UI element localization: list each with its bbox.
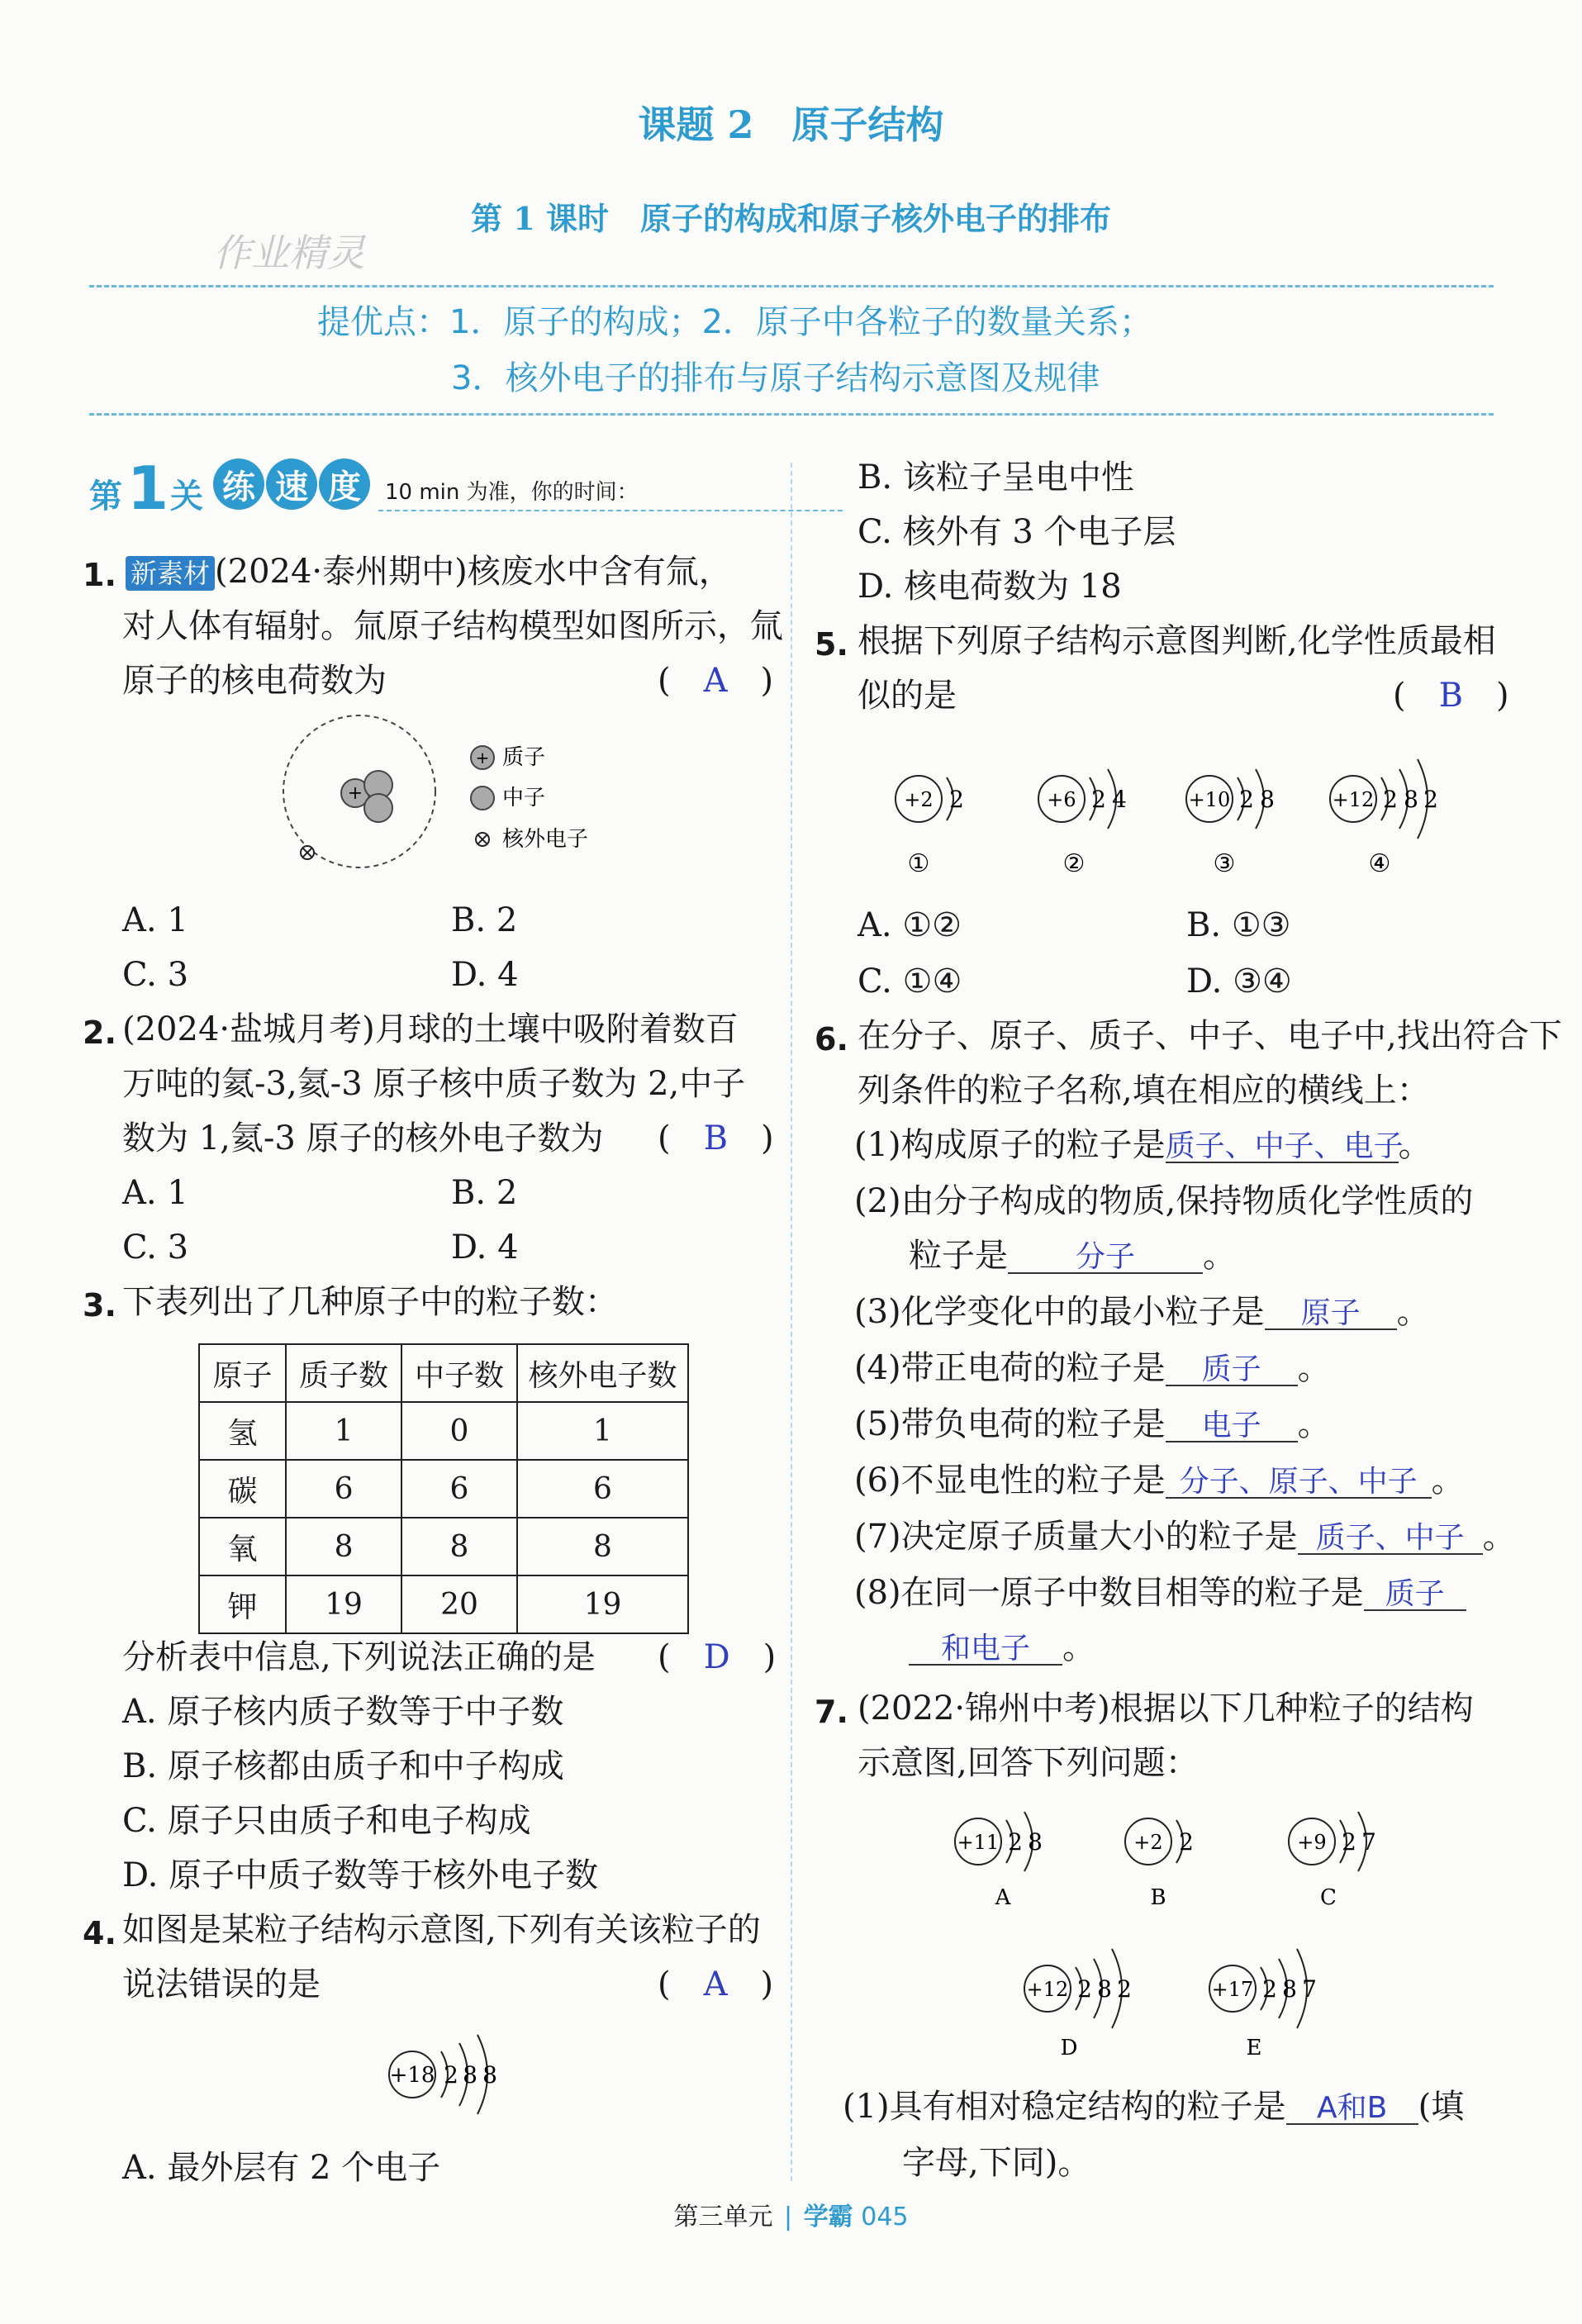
q7-sub1-line-2: 字母,下同)。 — [902, 2144, 1091, 2182]
q3-cell: 1 — [517, 1402, 688, 1460]
q6-item-7-end: 。 — [1482, 1518, 1516, 1556]
q1-option-d[interactable]: D. 4 — [451, 956, 519, 994]
header-divider-bottom — [89, 413, 1494, 416]
level-prefix: 第 — [89, 478, 122, 516]
q7-dc-shell-2: 7 — [1361, 1828, 1376, 1856]
q6-item-4 — [854, 1349, 1331, 1387]
q1-line-1: (2024·泰州期中)核废水中含有氚， — [215, 553, 732, 591]
q3-cell: 8 — [401, 1518, 517, 1575]
tips-line-2: 3．核外电子的排布与原子结构示意图及规律 — [451, 359, 1100, 397]
q6-item-6-end: 。 — [1431, 1461, 1465, 1499]
q1-legend-proton: 质子 — [502, 745, 546, 770]
q3-cell: 氢 — [199, 1402, 286, 1460]
q1-neutron-2 — [364, 794, 392, 822]
q3-option-a[interactable]: A. 原子核内质子数等于中子数 — [122, 1693, 564, 1731]
q2-answer-bracket: ( B ) — [658, 1119, 774, 1157]
q5-d4-shell-3: 2 — [1423, 786, 1438, 813]
page-footer — [0, 2196, 1582, 2232]
q4-atom-diagram — [385, 2028, 525, 2119]
q7-sub1 — [843, 2090, 1464, 2125]
q7-diagrams — [942, 1789, 1421, 2078]
q3-cell: 19 — [517, 1575, 688, 1633]
q5-d4-nucleus: +12 — [1332, 788, 1375, 811]
q5-d3-shell-1: 2 — [1239, 786, 1254, 813]
q1-legend-electron: 核外电子 — [502, 827, 589, 852]
q3-cell: 20 — [401, 1575, 517, 1633]
q5-d2-nucleus: +6 — [1047, 788, 1076, 811]
q6-item-8 — [854, 1576, 1466, 1611]
q7-da-shell-1: 2 — [1008, 1828, 1023, 1856]
q7-da-shell-2: 8 — [1028, 1828, 1043, 1856]
q3-th-neutrons: 中子数 — [401, 1344, 517, 1402]
q5-d1-shell-1: 2 — [949, 786, 964, 813]
q5-d3-nucleus: +10 — [1188, 788, 1231, 811]
q3-cell: 钾 — [199, 1575, 286, 1633]
q7-db-label: B — [1150, 1885, 1166, 1910]
q6-item-4-end: 。 — [1297, 1349, 1331, 1387]
q5-answer: B — [1438, 677, 1464, 715]
q4-line-1: 如图是某粒子结构示意图,下列有关该粒子的 — [122, 1911, 761, 1949]
footer-unit: 第三单元 — [673, 2203, 773, 2231]
table-row — [199, 1460, 688, 1518]
q6-line-2: 列条件的粒子名称,填在相应的横线上： — [858, 1072, 1430, 1110]
q7-line-2: 示意图,回答下列问题： — [858, 1744, 1199, 1782]
q7-de-shell-1: 2 — [1262, 1975, 1277, 2003]
column-divider — [791, 463, 792, 2181]
watermark: 作业精灵 — [213, 230, 365, 275]
q4-shell-2: 8 — [463, 2061, 477, 2089]
q5-option-d[interactable]: D. ③④ — [1186, 962, 1292, 1000]
q6-item-2-text: 粒子是 — [909, 1237, 1008, 1275]
q6-item-1-answer[interactable]: 质子、中子、电子 — [1165, 1129, 1404, 1163]
q7-dc-label: C — [1320, 1885, 1337, 1910]
q5-diagram-2 — [1038, 769, 1127, 878]
level-number: 1 — [127, 454, 169, 523]
q1-line-3: 原子的核电荷数为 — [122, 662, 387, 700]
q7-sub1-answer[interactable]: A和B — [1286, 2094, 1418, 2125]
q7-da-nucleus: +11 — [957, 1831, 1000, 1854]
q5-d3-shell-2: 8 — [1260, 786, 1275, 813]
q7-dd-shell-1: 2 — [1077, 1975, 1092, 2003]
q6-line-1: 在分子、原子、质子、中子、电子中,找出符合下 — [858, 1017, 1562, 1055]
table-row — [199, 1575, 688, 1633]
q4-option-c[interactable]: C. 核外有 3 个电子层 — [858, 513, 1176, 551]
q6-item-6-text: (6)不显电性的粒子是 — [854, 1461, 1166, 1499]
q6-item-1-end: 。 — [1398, 1126, 1432, 1164]
q7-dd-shell-2: 8 — [1097, 1975, 1112, 2003]
q3-cell: 8 — [286, 1518, 401, 1575]
footer-separator: | — [784, 2203, 793, 2231]
q6-item-7-answer[interactable]: 质子、中子 — [1298, 1523, 1483, 1555]
q3-cell: 氧 — [199, 1518, 286, 1575]
q3-answer-bracket: ( D ) — [658, 1638, 777, 1676]
q3-cell: 19 — [286, 1575, 401, 1633]
q4-option-d[interactable]: D. 核电荷数为 18 — [858, 568, 1122, 606]
q6-item-7 — [854, 1520, 1516, 1555]
q6-item-3 — [854, 1295, 1430, 1330]
q3-cell: 6 — [286, 1460, 401, 1518]
level-name-char-3: 度 — [319, 459, 370, 510]
q4-number: 4. — [83, 1915, 116, 1951]
q6-item-4-text: (4)带正电荷的粒子是 — [854, 1349, 1166, 1387]
q4-shell-1: 2 — [444, 2061, 458, 2089]
q6-item-8-end: 。 — [1062, 1628, 1095, 1666]
q2-answer: B — [703, 1119, 729, 1157]
q5-diagram-1 — [896, 776, 964, 878]
q2-line-3: 数为 1,氦-3 原子的核外电子数为 — [122, 1119, 604, 1157]
q7-de-nucleus: +17 — [1211, 1978, 1254, 2001]
q5-diagrams — [884, 739, 1479, 884]
q5-number: 5. — [815, 626, 848, 663]
q1-atom-model-diagram — [273, 711, 620, 876]
q1-legend-neutron-icon — [471, 787, 494, 810]
q6-item-1 — [854, 1126, 1432, 1164]
q7-da-label: A — [995, 1885, 1011, 1910]
q6-item-2: (2)由分子构成的物质,保持物质化学性质的 — [854, 1182, 1474, 1220]
q3-prompt: 分析表中信息,下列说法正确的是 — [122, 1638, 596, 1676]
q2-option-a[interactable]: A. 1 — [122, 1174, 188, 1212]
q2-option-b[interactable]: B. 2 — [451, 1174, 518, 1212]
q4-shell-3: 8 — [482, 2061, 497, 2089]
q7-db-shell-1: 2 — [1179, 1828, 1194, 1856]
q6-number: 6. — [815, 1021, 848, 1057]
q7-number: 7. — [815, 1694, 848, 1730]
q5-d3-label: ③ — [1213, 849, 1236, 878]
footer-brand: 学霸 — [803, 2203, 853, 2231]
q5-d1-nucleus: +2 — [904, 788, 934, 811]
q3-answer: D — [703, 1638, 730, 1676]
table-row — [199, 1402, 688, 1460]
q5-line-1: 根据下列原子结构示意图判断,化学性质最相 — [858, 622, 1496, 660]
q5-d4-shell-2: 8 — [1404, 786, 1418, 813]
q5-d2-shell-2: 4 — [1112, 786, 1127, 813]
q2-line-1: (2024·盐城月考)月球的土壤中吸附着数百 — [122, 1010, 739, 1048]
q3-line-1: 下表列出了几种原子中的粒子数： — [122, 1283, 618, 1321]
q6-item-1-text: (1)构成原子的粒子是 — [854, 1126, 1166, 1164]
q5-diagram-4 — [1330, 759, 1438, 878]
time-line — [378, 510, 843, 511]
q7-de-shell-2: 8 — [1282, 1975, 1297, 2003]
q5-option-b[interactable]: B. ①③ — [1186, 906, 1291, 944]
q3-th-electrons: 核外电子数 — [517, 1344, 688, 1402]
q3-option-b[interactable]: B. 原子核都由质子和中子构成 — [122, 1747, 564, 1785]
q7-diagram-b — [1125, 1818, 1194, 1910]
q5-d2-label: ② — [1062, 849, 1086, 878]
q4-nucleus: +18 — [389, 2063, 435, 2088]
q6-item-8-answer-cont[interactable]: 和电子 — [909, 1634, 1062, 1666]
q1-option-b[interactable]: B. 2 — [451, 901, 518, 939]
q3-particle-table — [198, 1343, 689, 1634]
q6-item-3-answer[interactable]: 原子 — [1265, 1299, 1397, 1330]
q7-dc-shell-1: 2 — [1342, 1828, 1356, 1856]
q3-cell: 6 — [401, 1460, 517, 1518]
q3-cell: 1 — [286, 1402, 401, 1460]
q7-diagram-a — [955, 1812, 1043, 1910]
q5-line-2: 似的是 — [858, 677, 957, 715]
q6-item-8-answer[interactable]: 质子 — [1364, 1580, 1466, 1611]
q2-number: 2. — [83, 1015, 116, 1051]
q7-dc-nucleus: +9 — [1297, 1831, 1327, 1854]
q6-item-3-end: 。 — [1396, 1293, 1430, 1331]
level-name-char-2: 速 — [266, 459, 317, 510]
q4-option-b[interactable]: B. 该粒子呈电中性 — [858, 459, 1134, 497]
q2-line-2: 万吨的氦-3,氦-3 原子核中质子数为 2,中子 — [122, 1065, 746, 1103]
q7-diagram-d — [1024, 1949, 1132, 2060]
q7-de-shell-3: 7 — [1302, 1975, 1317, 2003]
q7-de-label: E — [1246, 2036, 1262, 2060]
q6-item-7-text: (7)决定原子质量大小的粒子是 — [854, 1518, 1298, 1556]
q4-answer: A — [703, 1965, 728, 2003]
q1-answer: A — [703, 662, 728, 700]
q6-item-6-answer[interactable]: 分子、原子、中子 — [1166, 1467, 1432, 1499]
q3-option-d[interactable]: D. 原子中质子数等于核外电子数 — [122, 1856, 599, 1894]
q2-option-c[interactable]: C. 3 — [122, 1229, 189, 1267]
q7-sub1-text: (1)具有相对稳定结构的粒子是 — [843, 2088, 1286, 2126]
q7-line-1: (2022·锦州中考)根据以下几种粒子的结构 — [858, 1690, 1474, 1728]
q3-cell: 8 — [517, 1518, 688, 1575]
q4-line-2: 说法错误的是 — [122, 1965, 321, 2003]
q5-option-a[interactable]: A. ①② — [858, 906, 962, 944]
q1-legend-neutron: 中子 — [502, 786, 546, 810]
q3-th-protons: 质子数 — [286, 1344, 401, 1402]
svg-text:+: + — [475, 748, 490, 768]
q7-dd-nucleus: +12 — [1026, 1978, 1069, 2001]
q1-option-a[interactable]: A. 1 — [122, 901, 188, 939]
q1-option-c[interactable]: C. 3 — [122, 956, 189, 994]
q3-th-atom: 原子 — [199, 1344, 286, 1402]
q3-cell: 6 — [517, 1460, 688, 1518]
q6-item-5-end: 。 — [1297, 1405, 1331, 1443]
q1-proton-sign: + — [347, 783, 363, 804]
q4-answer-bracket: ( A ) — [658, 1965, 774, 2003]
q3-option-c[interactable]: C. 原子只由质子和电子构成 — [122, 1802, 531, 1840]
table-row — [199, 1518, 688, 1575]
q7-diagram-e — [1209, 1949, 1317, 2060]
q6-item-5-answer[interactable]: 电子 — [1166, 1411, 1298, 1442]
q6-item-5-text: (5)带负电荷的粒子是 — [854, 1405, 1166, 1443]
q3-number: 3. — [83, 1287, 116, 1324]
q6-item-2-answer[interactable]: 分子 — [1008, 1243, 1203, 1274]
level-suffix: 关 — [170, 478, 203, 516]
q5-option-c[interactable]: C. ①④ — [858, 962, 962, 1000]
q5-answer-bracket: ( B ) — [1393, 677, 1509, 715]
q1-answer-bracket: ( A ) — [658, 662, 774, 700]
level-name-char-1: 练 — [213, 459, 264, 510]
q2-option-d[interactable]: D. 4 — [451, 1229, 519, 1267]
q1-new-material-tag: 新素材 — [126, 556, 215, 591]
q7-diagram-c — [1289, 1812, 1376, 1910]
q7-db-nucleus: +2 — [1133, 1831, 1163, 1854]
q3-cell: 0 — [401, 1402, 517, 1460]
q6-item-2-end: 。 — [1203, 1237, 1236, 1275]
q5-d4-shell-1: 2 — [1383, 786, 1398, 813]
q5-diagram-3 — [1186, 769, 1275, 878]
q6-item-8-text: (8)在同一原子中数目相等的粒子是 — [854, 1574, 1364, 1612]
q7-sub1-tail: (填 — [1418, 2088, 1465, 2126]
footer-page-number: 045 — [861, 2203, 909, 2231]
lesson-subtitle: 第 1 课时 原子的构成和原子核外电子的排布 — [471, 200, 1111, 237]
q1-line-2: 对人体有辐射。氚原子结构模型如图所示，氚 — [122, 607, 783, 645]
page-title: 课题 2 原子结构 — [638, 102, 944, 147]
q6-item-5 — [854, 1405, 1331, 1443]
q1-number: 1. — [83, 557, 116, 593]
q6-item-3-text: (3)化学变化中的最小粒子是 — [854, 1293, 1265, 1331]
time-hint: 10 min 为准，你的时间： — [385, 480, 639, 505]
q6-item-8b — [909, 1628, 1095, 1666]
q6-item-4-answer[interactable]: 质子 — [1166, 1355, 1298, 1386]
q3-cell: 碳 — [199, 1460, 286, 1518]
header-divider-top — [89, 285, 1494, 288]
q6-item-2b — [909, 1239, 1236, 1274]
q5-d1-label: ① — [907, 849, 930, 878]
tips-line-1: 提优点：1．原子的构成；2．原子中各粒子的数量关系； — [317, 303, 1152, 341]
q5-d4-label: ④ — [1368, 849, 1391, 878]
q4-option-a[interactable]: A. 最外层有 2 个电子 — [122, 2149, 441, 2187]
q6-item-6 — [854, 1461, 1465, 1499]
q5-d2-shell-1: 2 — [1091, 786, 1106, 813]
q7-dd-shell-3: 2 — [1117, 1975, 1132, 2003]
q7-dd-label: D — [1060, 2036, 1078, 2060]
